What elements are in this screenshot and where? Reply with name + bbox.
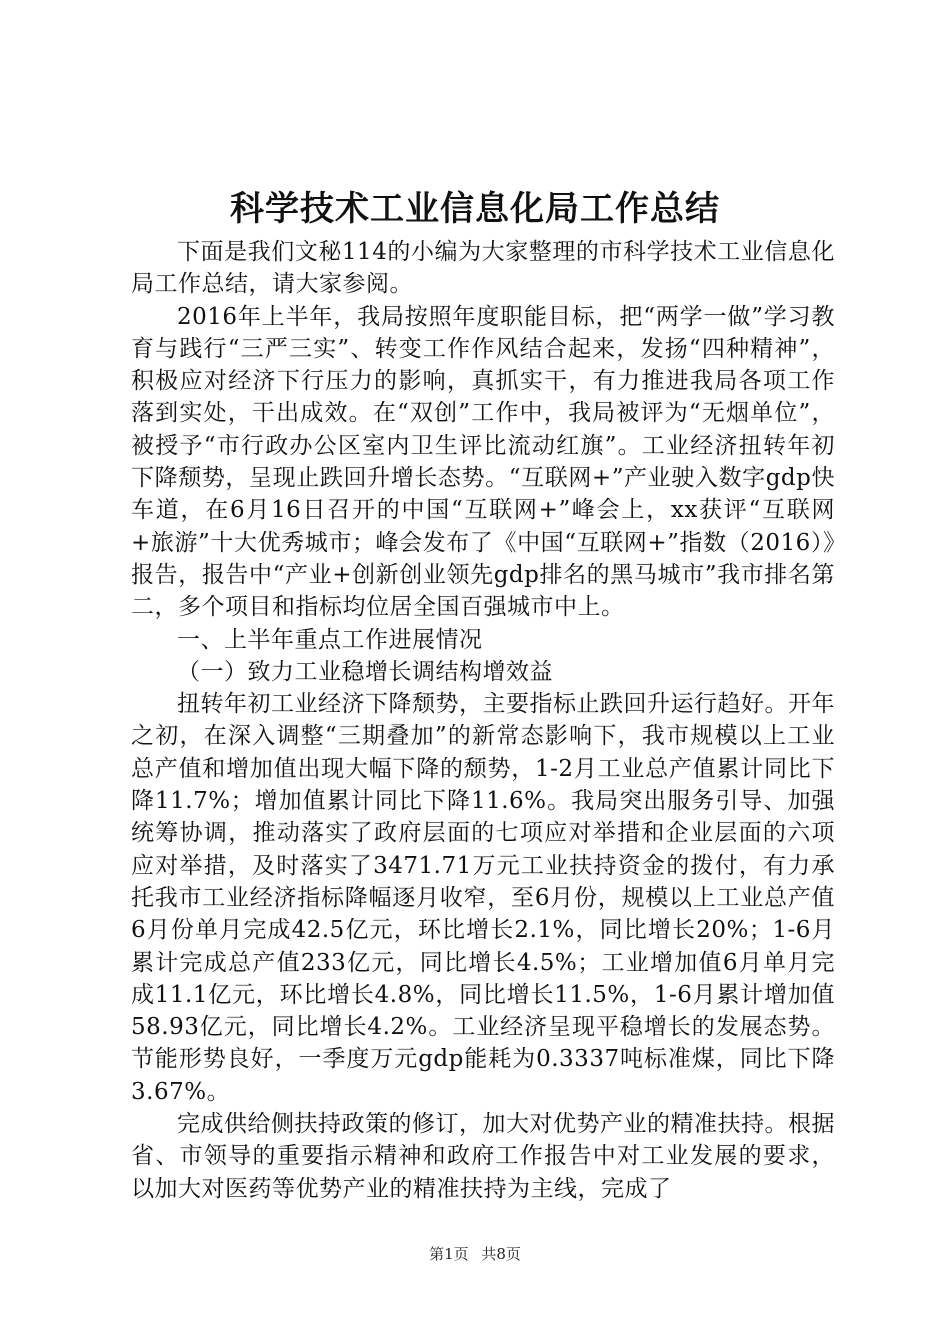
document-title: 科学技术工业信息化局工作总结: [230, 189, 720, 229]
paragraph-intro: 下面是我们文秘114的小编为大家整理的市科学技术工业信息化局工作总结，请大家参阅。: [131, 239, 835, 298]
paragraph-industry-growth: 扭转年初工业经济下降颓势，主要指标止跌回升运行趋好。开年之初，在深入调整“三期叠加”的新常态影响下，我市规模以上工业总产值和增加值出现大幅下降的颓势，1-2月工业总产值累计同比下降11.7%；增加值累计同比下降11.6%。我局突出服务引导、加强统筹协调，推动落实了政府层面的七项应对举措和企业层面的六项应对举措，及时落实了3471.71万元工业扶持资金的拨付，有力承托我市工业经济指标降幅逐月收窄，至6月份，规模以上工业总产值6月份单月完成42.5亿元，环比增长2.1%，同比增长20%；1-6月累计完成总产值233亿元，同比增长4.5%；工业增加值6月单月完成11.1亿元，环比增长4.8%，同比增长11.5%，1-6月累计增加值58.93亿元，同比增长4.2%。工业经济呈现平稳增长的发展态势。节能形势良好，一季度万元gdp能耗为0.3337吨标准煤，同比下降3.67%。: [131, 691, 835, 1105]
page-number: 第1页: [429, 1245, 469, 1263]
paragraph-supply-side-policy: 完成供给侧扶持政策的修订，加大对优势产业的精准扶持。根据省、市领导的重要指示精神和政府工作报告中对工业发展的要求，以加大对医药等优势产业的精准扶持为主线，完成了: [131, 1111, 835, 1202]
section-heading: 一、上半年重点工作进展情况: [177, 626, 483, 653]
document-body: [131, 236, 835, 1205]
paragraph-overview: 2016年上半年，我局按照年度职能目标，把“两学一做”学习教育与践行“三严三实”、转变工作作风结合起来，发扬“四种精神”，积极应对经济下行压力的影响，真抓实干，有力推进我局各项工作落到实处，干出成效。在“双创”工作中，我局被评为“无烟单位”，被授予“市行政办公区室内卫生评比流动红旗”。工业经济扭转年初下降颓势，呈现止跌回升增长态势。“互联网+”产业驶入数字gdp快车道，在6月16日召开的中国“互联网+”峰会上，xx获评“互联网+旅游”十大优秀城市；峰会发布了《中国“互联网+”指数（2016）》报告，报告中“产业+创新创业领先gdp排名的黑马城市”我市排名第二，多个项目和指标均位居全国百强城市中上。: [131, 303, 835, 621]
subsection-heading: （一）致力工业稳增长调结构增效益: [177, 658, 553, 685]
page-total: 共8页: [481, 1245, 521, 1263]
page-footer: [0, 1244, 950, 1264]
